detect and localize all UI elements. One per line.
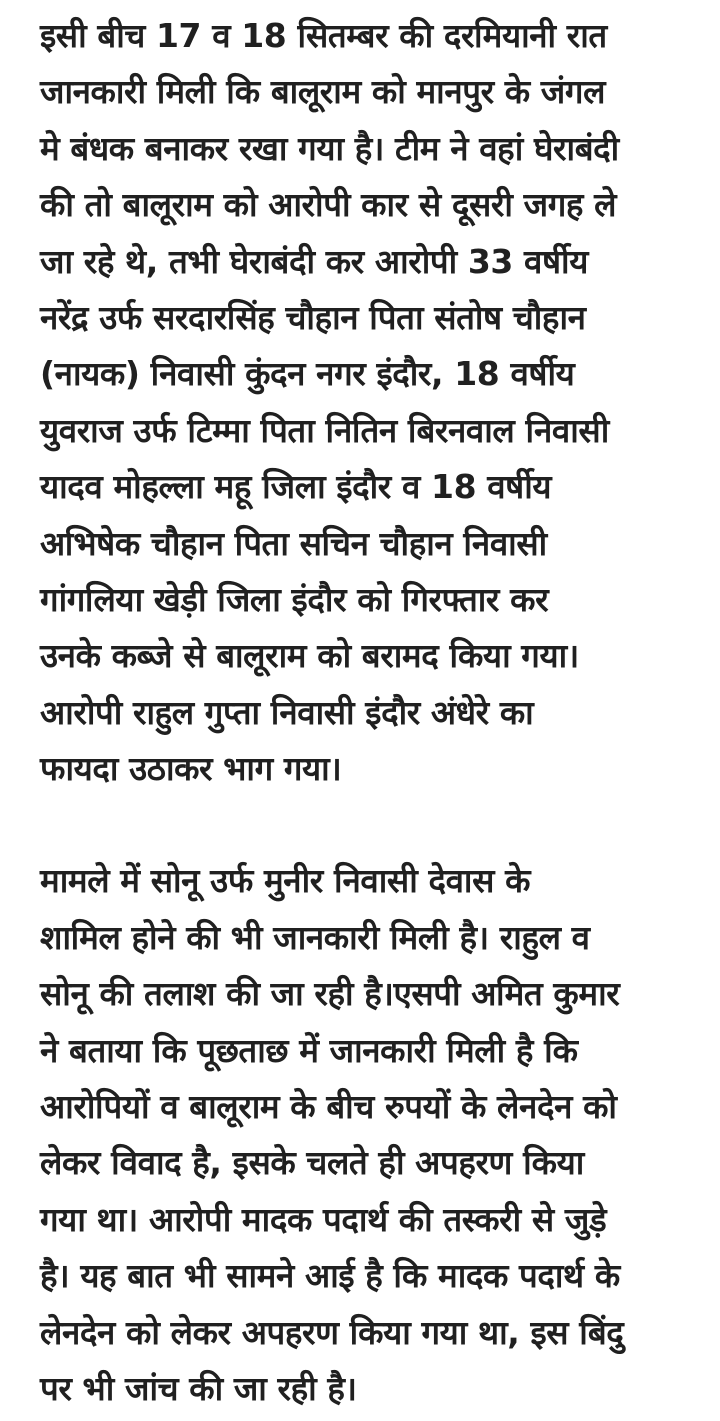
text-line: यादव मोहल्ला महू जिला इंदौर व 18 वर्षीय	[40, 467, 552, 507]
text-line: मे बंधक बनाकर रखा गया है। टीम ने वहां घेराबंदी	[40, 128, 619, 168]
text-line: है। यह बात भी सामने आई है कि मादक पदार्थ के	[40, 1256, 620, 1296]
text-line: (नायक) निवासी कुंदन नगर इंदौर, 18 वर्षीय	[40, 354, 575, 394]
text-line: की तो बालूराम को आरोपी कार से दूसरी जगह ले	[40, 185, 617, 225]
text-line: अभिषेक चौहान पिता सचिन चौहान निवासी	[40, 523, 547, 563]
text-line: ने बताया कि पूछताछ में जानकारी मिली है कि	[40, 1030, 578, 1070]
paragraph-2	[40, 853, 690, 1417]
text-line: आरोपियों व बालूराम के बीच रुपयों के लेनदेन को	[40, 1087, 617, 1127]
text-line: युवराज उर्फ टिम्मा पिता नितिन बिरनवाल निवासी	[40, 410, 609, 450]
paragraph-spacer	[40, 797, 690, 853]
text-line: आरोपी राहुल गुप्ता निवासी इंदौर अंधेरे का	[40, 692, 534, 732]
text-line: इसी बीच 17 व 18 सितम्बर की दरमियानी रात	[40, 16, 607, 55]
text-line: मामले में सोनू उर्फ मुनीर निवासी देवास के	[40, 861, 531, 901]
paragraph-1	[40, 8, 690, 797]
text-line: शामिल होने की भी जानकारी मिली है। राहुल व	[40, 917, 590, 957]
text-line: गांगलिया खेड़ी जिला इंदौर को गिरफ्तार कर	[40, 579, 549, 619]
text-line: लेनदेन को लेकर अपहरण किया गया था, इस बिंदु	[40, 1312, 624, 1352]
text-line: नरेंद्र उर्फ सरदारसिंह चौहान पिता संतोष चौहान	[40, 297, 586, 337]
text-line: उनके कब्जे से बालूराम को बरामद किया गया।	[40, 636, 579, 676]
text-line: फायदा उठाकर भाग गया।	[40, 749, 342, 789]
text-line: सोनू की तलाश की जा रही है।एसपी अमित कुमार	[40, 974, 620, 1014]
text-line: पर भी जांच की जा रही है।	[40, 1368, 357, 1408]
text-line: जानकारी मिली कि बालूराम को मानपुर के जंगल	[40, 72, 606, 112]
text-line: जा रहे थे, तभी घेराबंदी कर आरोपी 33 वर्षीय	[40, 241, 588, 281]
text-line: गया था। आरोपी मादक पदार्थ की तस्करी से जुड़े	[40, 1199, 607, 1239]
text-line: लेकर विवाद है, इसके चलते ही अपहरण किया	[40, 1143, 584, 1183]
